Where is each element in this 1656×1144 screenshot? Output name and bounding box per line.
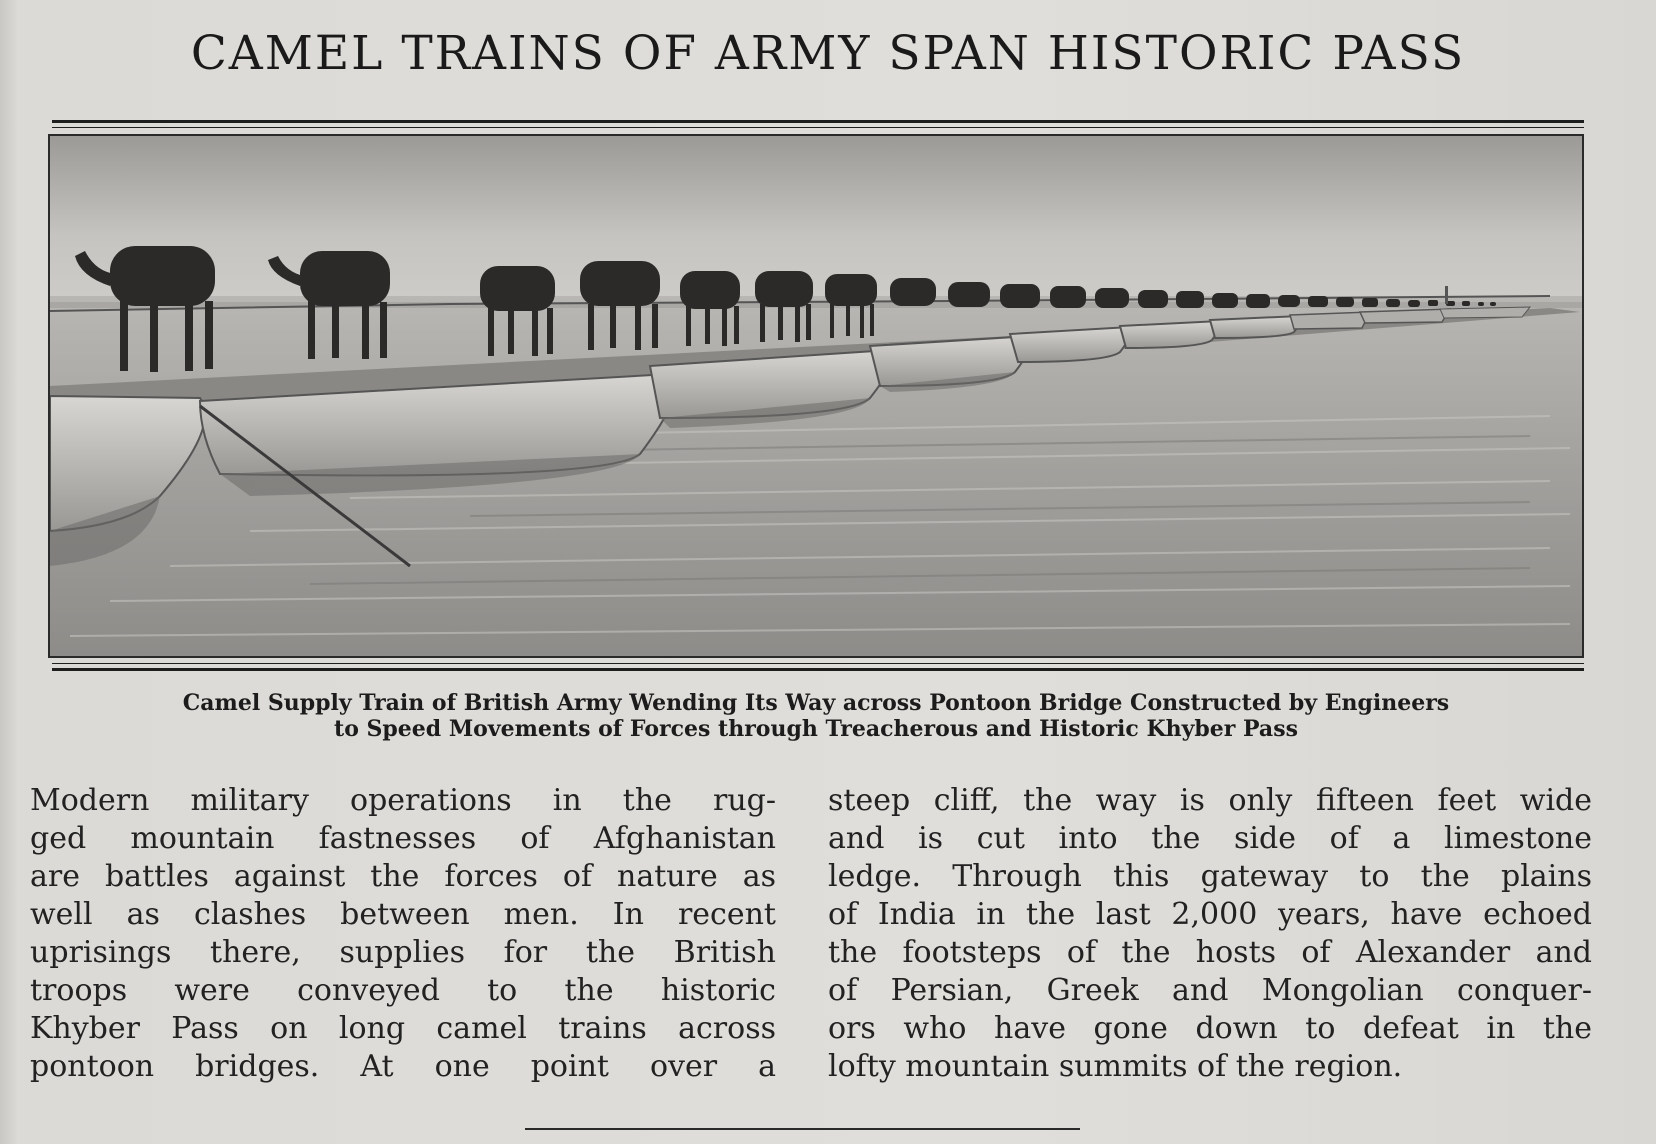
caption-line-1: Camel Supply Train of British Army Wending Its Way across Pontoon Bridge Constructed by Engineers [182, 690, 1450, 716]
body-line: troops were conveyed to the historic [30, 973, 776, 1008]
top-rule-thick [52, 120, 1584, 123]
body-line: and is cut into the side of a limestone [828, 821, 1592, 856]
article-photo [48, 134, 1584, 658]
body-line: ors who have gone down to defeat in the [828, 1011, 1592, 1046]
body-line: Khyber Pass on long camel trains across [30, 1011, 776, 1046]
body-line: the footsteps of the hosts of Alexander and [828, 935, 1592, 970]
top-rule-thin [52, 127, 1584, 128]
body-line: ged mountain fastnesses of Afghanistan [30, 821, 776, 856]
footer-rule [525, 1128, 1080, 1130]
body-line: Modern military operations in the rug- [30, 783, 776, 818]
bottom-rule-thick [52, 668, 1584, 671]
body-line: well as clashes between men. In recent [30, 897, 776, 932]
body-line: are battles against the forces of nature as [30, 859, 776, 894]
photo-caption [48, 690, 1584, 742]
caption-line-2: to Speed Movements of Forces through Treacherous and Historic Khyber Pass [334, 716, 1298, 742]
body-column-left [30, 782, 776, 1086]
article-headline: CAMEL TRAINS OF ARMY SPAN HISTORIC PASS [190, 26, 1466, 81]
body-line: uprisings there, supplies for the British [30, 935, 776, 970]
body-line: ledge. Through this gateway to the plains [828, 859, 1592, 894]
photo-illustration [50, 136, 1582, 656]
body-line: pontoon bridges. At one point over a [30, 1049, 776, 1084]
body-line: steep cliff, the way is only fifteen feet wide [828, 783, 1592, 818]
body-line: of India in the last 2,000 years, have echoed [828, 897, 1592, 932]
body-line: lofty mountain summits of the region. [828, 1049, 1403, 1084]
bottom-rule-thin [52, 663, 1584, 664]
body-line: of Persian, Greek and Mongolian conquer- [828, 973, 1592, 1008]
body-column-right [828, 782, 1592, 1086]
